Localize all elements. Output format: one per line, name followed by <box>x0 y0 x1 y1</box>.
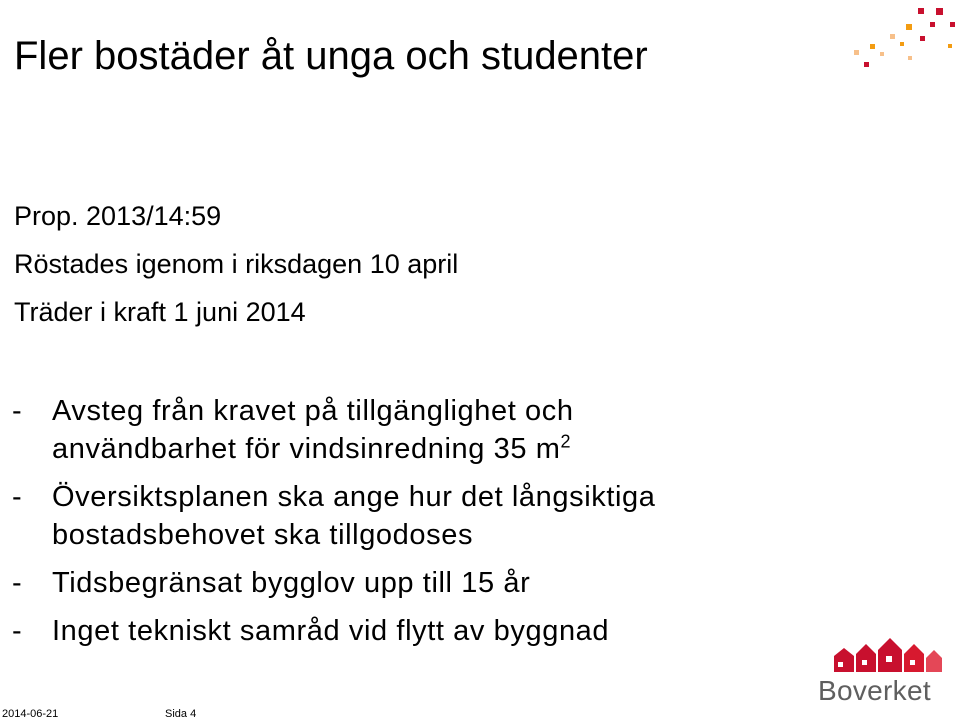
bullet-item <box>12 392 732 468</box>
deco-dot <box>880 52 884 56</box>
deco-dot <box>930 22 935 27</box>
deco-dot <box>900 42 904 46</box>
bullet-text: Inget tekniskt samråd vid flytt av byggnad <box>52 615 610 647</box>
bullet-dash: - <box>12 567 23 599</box>
decorative-dots-icon <box>810 0 960 80</box>
bullet-text <box>52 392 732 468</box>
deco-dot <box>918 8 924 14</box>
deco-dot <box>864 62 869 67</box>
superscript: 2 <box>560 431 572 452</box>
bullet-dash: - <box>12 615 23 647</box>
deco-dot <box>936 8 943 15</box>
bullet-item <box>12 564 732 602</box>
info-line-proposition: Prop. 2013/14:59 <box>14 201 222 231</box>
boverket-logo <box>812 632 948 712</box>
bullet-item <box>12 478 732 554</box>
deco-dot <box>854 50 859 55</box>
deco-dot <box>950 22 955 27</box>
bullet-item <box>12 612 732 650</box>
deco-dot <box>870 44 875 49</box>
boverket-roofs-icon <box>812 632 948 676</box>
bullet-text: Tidsbegränsat bygglov upp till 15 år <box>52 567 531 599</box>
bullet-dash: - <box>12 481 23 513</box>
deco-dot <box>906 24 912 30</box>
bullet-text: Översiktsplanen ska ange hur det långsiktiga bostadsbehovet ska tillgodoses <box>52 481 656 551</box>
slide-title: Fler bostäder åt unga och studenter <box>14 34 648 78</box>
info-line-vote: Röstades igenom i riksdagen 10 april <box>14 249 459 279</box>
deco-dot <box>890 34 895 39</box>
bullet-text-body: Avsteg från kravet på tillgänglighet och användbarhet för vindsinredning 35 m <box>52 395 574 465</box>
deco-dot <box>908 56 912 60</box>
bullet-list <box>12 392 732 660</box>
footer-date: 2014-06-21 <box>2 708 59 720</box>
bullet-dash: - <box>12 395 23 427</box>
logo-text: Boverket <box>818 675 931 706</box>
deco-dot <box>948 44 952 48</box>
footer-page-number: Sida 4 <box>165 708 197 720</box>
deco-dot <box>920 36 925 41</box>
info-line-effective: Träder i kraft 1 juni 2014 <box>14 297 306 327</box>
